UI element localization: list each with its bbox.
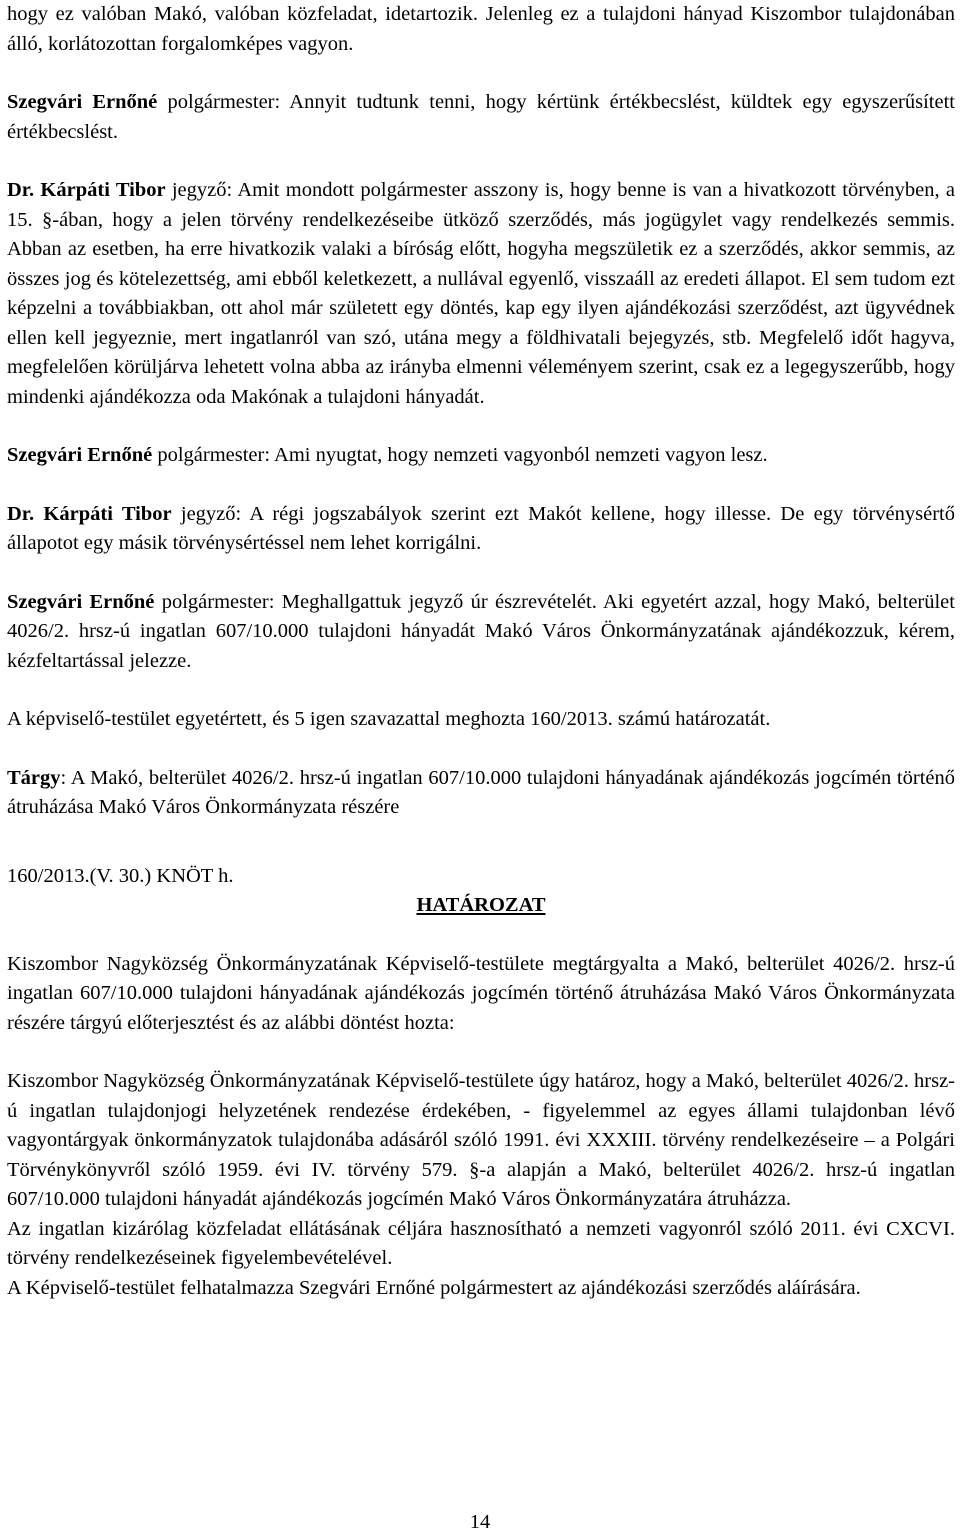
- resolution-intro: Kiszombor Nagyközség Önkormányzatának Képviselő-testülete megtárgyalta a Makó, belterület 4026/2. hrsz-ú ingatlan 607/10.000 tulajdoni hányadának ajándékozás jogcímén történő átruházása Makó Város Önkormányzata részére tárgyú előterjesztést és az alábbi döntést hozta:: [7, 952, 955, 1034]
- resolution-heading: HATÁROZAT: [416, 894, 546, 916]
- vote-result: A képviselő-testület egyetértett, és 5 igen szavazattal meghozta 160/2013. számú határozatát.: [7, 708, 771, 730]
- paragraph-text: polgármester: Ami nyugtat, hogy nemzeti vagyonból nemzeti vagyon lesz.: [152, 444, 768, 466]
- speaker-name: Dr. Kárpáti Tibor: [7, 179, 166, 201]
- speaker-name: Szegvári Ernőné: [7, 444, 153, 466]
- paragraph-3: [7, 441, 955, 471]
- paragraph-text: polgármester: Meghallgattuk jegyző úr észrevételét. Aki egyetért azzal, hogy Makó, belterület 4026/2. hrsz-ú ingatlan 607/10.000 tulajdoni hányadát Makó Város Önkormányzatának ajándékozzuk, kérem, kézfeltartással jelezze.: [7, 590, 955, 672]
- paragraph-text: polgármester: Annyit tudtunk tenni, hogy kértünk értékbecslést, küldtek egy egyszerűsített értékbecslést.: [7, 91, 955, 143]
- page-number: 14: [469, 1511, 491, 1533]
- paragraph-0: [7, 0, 955, 59]
- subject-line: [7, 764, 955, 823]
- subject-label: Tárgy: [7, 766, 61, 789]
- resolution-number: 160/2013.(V. 30.) KNÖT h.: [7, 864, 234, 887]
- paragraph-5: [7, 588, 955, 677]
- resolution-body-0: Kiszombor Nagyközség Önkormányzatának Képviselő-testülete úgy határoz, hogy a Makó, belterület 4026/2. hrsz-ú ingatlan tulajdonjogi helyzetének rendezése érdekében, - figyelemmel az egyes állami tulajdonban lévő vagyontárgyak önkormányzatok tulajdonába adásáról szóló 1991. évi XXXIII. törvény rendelkezéseire – a Polgári Törvénykönyvről szóló 1959. évi IV. törvény 579. §-a alapján a Makó, belterület 4026/2. hrsz-ú ingatlan 607/10.000 tulajdoni hányadát ajándékozás jogcímén Makó Város Önkormányzatára átruházza.: [7, 1070, 955, 1210]
- resolution-body-2: A Képviselő-testület felhatalmazza Szegvári Ernőné polgármestert az ajándékozási szerződés aláírására.: [7, 1276, 861, 1299]
- paragraph-text: jegyző: Amit mondott polgármester asszony is, hogy benne is van a hivatkozott törvényben, a 15. §-ában, hogy a jelen törvény rendelkezéseibe ütköző szerződés, más jogügylet vagy rendelkezés semmis. Abban az esetben, ha erre hivatkozik valaki a bíróság előtt, hogyha megszületik ez a szerződés, akkor semmis, az összes jog és kötelezettség, ami ebből keletkezett, a nullával egyenlő, visszaáll az eredeti állapot. El sem tudom ezt képzelni a továbbiakban, ott ahol már született egy döntés, kap egy ilyen ajándékozási szerződést, azt ügyvédnek ellen kell jegyeznie, mert ingatlanról van szó, utána megy a földhivatali bejegyzés, stb. Megfelelő időt hagyva, megfelelően körüljárva lehetett volna abba az irányba elmenni véleményem szerint, csak ez a legegyszerűbb, hogy mindenki ajándékozza oda Makónak a tulajdoni hányadát.: [7, 179, 955, 408]
- paragraph-1: [7, 88, 955, 147]
- paragraph-2: [7, 176, 955, 412]
- paragraph-4: [7, 500, 955, 559]
- paragraph-text: jegyző: A régi jogszabályok szerint ezt Makót kellene, hogy illesse. De egy törvénysértő állapotot egy másik törvénysértéssel nem lehet korrigálni.: [7, 502, 955, 554]
- speaker-name: Szegvári Ernőné: [7, 91, 158, 113]
- paragraph-text: hogy ez valóban Makó, valóban közfeladat, idetartozik. Jelenleg ez a tulajdoni hányad Kiszombor tulajdonában álló, korlátozottan forgalomképes vagyon.: [7, 3, 955, 55]
- document-page: [7, 0, 955, 1303]
- subject-text: : A Makó, belterület 4026/2. hrsz-ú ingatlan 607/10.000 tulajdoni hányadának ajándékozás jogcímén történő átruházása Makó Város Önkormányzata részére: [7, 766, 955, 818]
- speaker-name: Szegvári Ernőné: [7, 590, 155, 613]
- resolution-body-1: Az ingatlan kizárólag közfeladat ellátásának céljára hasznosítható a nemzeti vagyonról szóló 2011. évi CXCVI. törvény rendelkezéseinek figyelembevételével.: [7, 1217, 955, 1269]
- speaker-name: Dr. Kárpáti Tibor: [7, 502, 172, 525]
